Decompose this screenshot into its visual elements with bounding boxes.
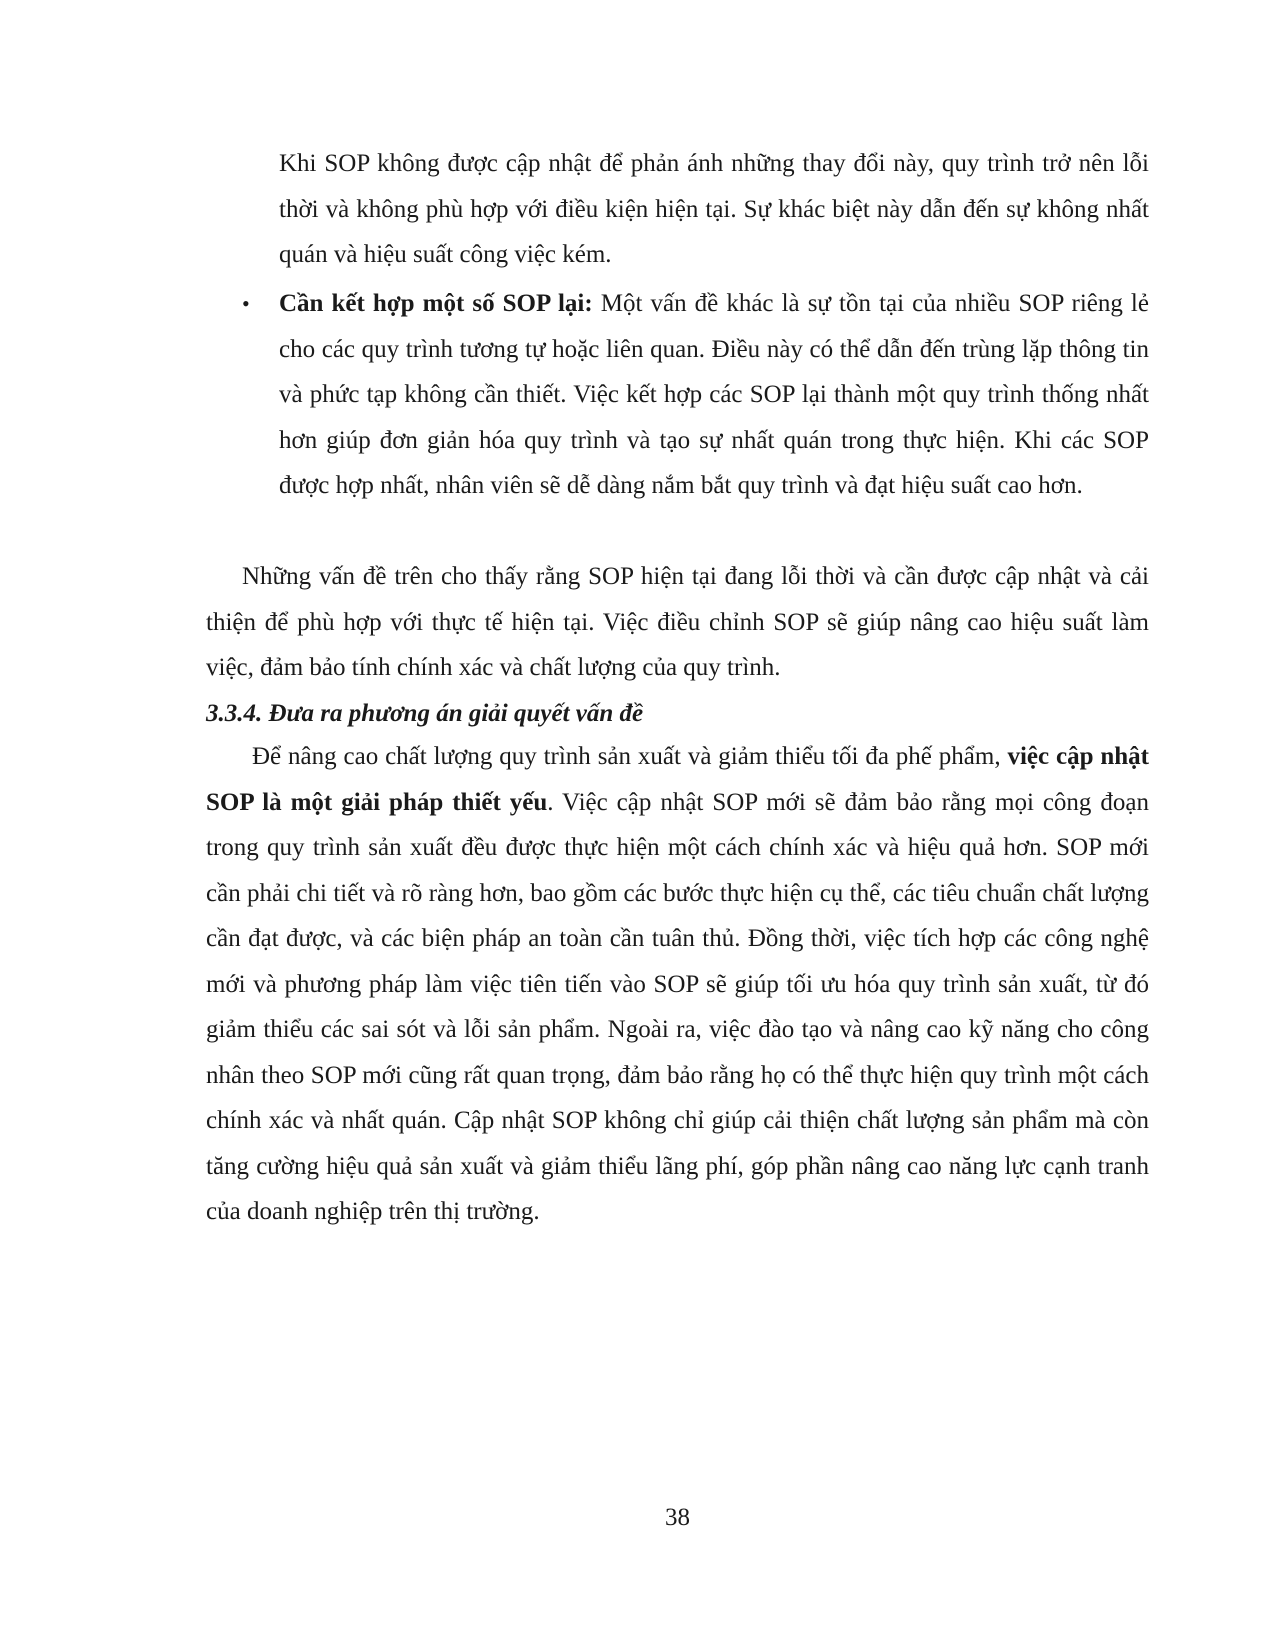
page-number: 38	[665, 1504, 690, 1531]
solution-lead: Để nâng cao chất lượng quy trình sản xuất và giảm thiểu tối đa phế phẩm,	[252, 743, 1008, 770]
section-heading: 3.3.4. Đưa ra phương án giải quyết vấn đề	[206, 700, 644, 727]
solution-paragraph	[206, 734, 1149, 1235]
bullet-text: Một vấn đề khác là sự tồn tại của nhiều SOP riêng lẻ cho các quy trình tương tự hoặc liên quan. Điều này có thể dẫn đến trùng lặp thông tin và phức tạp không cần thiết. Việc kết hợp các SOP lại thành một quy trình thống nhất hơn giúp đơn giản hóa quy trình và tạo sự nhất quán trong thực hiện. Khi các SOP được hợp nhất, nhân viên sẽ dễ dàng nắm bắt quy trình và đạt hiệu suất cao hơn.	[279, 290, 1149, 499]
solution-bold: việc cập nhật SOP là một giải pháp thiết yếu	[206, 743, 1149, 816]
bullet-bold-lead: Cần kết hợp một số SOP lại:	[279, 290, 593, 317]
summary-paragraph: Những vấn đề trên cho thấy rằng SOP hiện tại đang lỗi thời và cần được cập nhật và cải thiện để phù hợp với thực tế hiện tại. Việc điều chỉnh SOP sẽ giúp nâng cao hiệu suất làm việc, đảm bảo tính chính xác và chất lượng của quy trình.	[206, 563, 1149, 681]
solution-rest: . Việc cập nhật SOP mới sẽ đảm bảo rằng mọi công đoạn trong quy trình sản xuất đều được thực hiện một cách chính xác và hiệu quả hơn. SOP mới cần phải chi tiết và rõ ràng hơn, bao gồm các bước thực hiện cụ thể, các tiêu chuẩn chất lượng cần đạt được, và các biện pháp an toàn cần tuân thủ. Đồng thời, việc tích hợp các công nghệ mới và phương pháp làm việc tiên tiến vào SOP sẽ giúp tối ưu hóa quy trình sản xuất, từ đó giảm thiểu các sai sót và lỗi sản phẩm. Ngoài ra, việc đào tạo và nâng cao kỹ năng cho công nhân theo SOP mới cũng rất quan trọng, đảm bảo rằng họ có thể thực hiện quy trình một cách chính xác và nhất quán. Cập nhật SOP không chỉ giúp cải thiện chất lượng sản phẩm mà còn tăng cường hiệu quả sản xuất và giảm thiểu lãng phí, góp phần nâng cao năng lực cạnh tranh của doanh nghiệp trên thị trường.	[206, 788, 1149, 1225]
continuation-paragraph: Khi SOP không được cập nhật để phản ánh những thay đổi này, quy trình trở nên lỗi thời và không phù hợp với điều kiện hiện tại. Sự khác biệt này dẫn đến sự không nhất quán và hiệu suất công việc kém.	[279, 150, 1149, 268]
bullet-marker: •	[242, 291, 250, 316]
bullet-item	[279, 281, 1149, 509]
